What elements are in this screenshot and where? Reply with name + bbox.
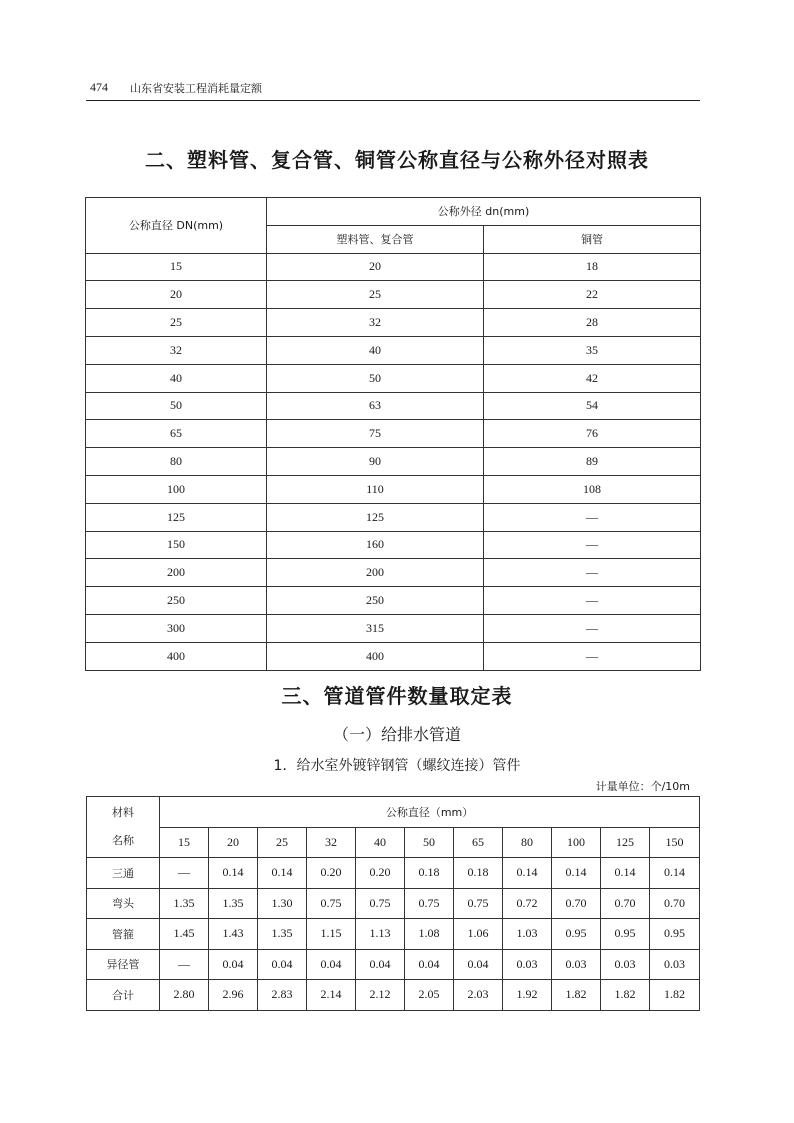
diameter-comparison-table xyxy=(85,197,701,671)
copper-dn-cell: 22 xyxy=(484,281,701,309)
table-row xyxy=(86,448,701,476)
copper-dn-cell: 42 xyxy=(484,364,701,392)
quantity-cell: 0.70 xyxy=(601,888,650,919)
diameter-header-cell: 50 xyxy=(405,827,454,858)
quantity-cell: 0.95 xyxy=(552,919,601,950)
quantity-cell: 1.08 xyxy=(405,919,454,950)
plastic-dn-cell: 20 xyxy=(267,253,484,281)
quantity-cell: 2.12 xyxy=(356,980,405,1011)
diameter-header-row xyxy=(87,827,700,858)
quantity-cell: 2.83 xyxy=(258,980,307,1011)
table-row xyxy=(86,503,701,531)
section2-title: 二、塑料管、复合管、铜管公称直径与公称外径对照表 xyxy=(145,148,649,172)
plastic-dn-cell: 250 xyxy=(267,587,484,615)
quantity-cell: 1.35 xyxy=(160,888,209,919)
quantity-cell: 0.04 xyxy=(356,949,405,980)
quantity-cell: 2.03 xyxy=(454,980,503,1011)
dn-cell: 40 xyxy=(86,364,267,392)
quantity-cell: 1.15 xyxy=(307,919,356,950)
diameter-header-cell: 20 xyxy=(209,827,258,858)
quantity-cell: 0.04 xyxy=(209,949,258,980)
table-row xyxy=(86,559,701,587)
fittings-quantity-table xyxy=(86,796,700,1011)
copper-dn-cell: 28 xyxy=(484,309,701,337)
section3-title: 三、管道管件数量取定表 xyxy=(281,684,513,708)
quantity-cell: 1.35 xyxy=(209,888,258,919)
quantity-cell: 0.20 xyxy=(356,858,405,889)
diameter-header-cell: 125 xyxy=(601,827,650,858)
quantity-cell: 0.95 xyxy=(601,919,650,950)
quantity-cell: 0.14 xyxy=(552,858,601,889)
quantity-cell: 0.14 xyxy=(650,858,700,889)
plastic-dn-cell: 160 xyxy=(267,531,484,559)
plastic-dn-cell: 125 xyxy=(267,503,484,531)
table-row xyxy=(86,309,701,337)
diameter-header-cell: 65 xyxy=(454,827,503,858)
quantity-cell: 0.70 xyxy=(650,888,700,919)
quantity-cell: 0.04 xyxy=(307,949,356,980)
fitting-name-cell: 弯头 xyxy=(87,888,160,919)
quantity-cell: 0.14 xyxy=(601,858,650,889)
diameter-header-cell: 15 xyxy=(160,827,209,858)
copper-dn-cell: — xyxy=(484,614,701,642)
table-row xyxy=(87,949,700,980)
unit-label: 计量单位：个/10m xyxy=(595,780,690,793)
diameter-header-cell: 25 xyxy=(258,827,307,858)
diameter-header-cell: 40 xyxy=(356,827,405,858)
quantity-cell: 0.14 xyxy=(258,858,307,889)
quantity-cell: 2.05 xyxy=(405,980,454,1011)
quantity-cell: 0.75 xyxy=(307,888,356,919)
table-row xyxy=(86,392,701,420)
quantity-cell: 1.30 xyxy=(258,888,307,919)
copper-dn-cell: 76 xyxy=(484,420,701,448)
dn-cell: 100 xyxy=(86,475,267,503)
fitting-name-cell: 异径管 xyxy=(87,949,160,980)
dn-cell: 50 xyxy=(86,392,267,420)
header-nominal-diameter: 公称直径（mm） xyxy=(160,797,700,828)
dn-cell: 65 xyxy=(86,420,267,448)
subsection-title: （一）给排水管道 xyxy=(332,725,461,744)
quantity-cell: 2.96 xyxy=(209,980,258,1011)
quantity-cell: 0.18 xyxy=(405,858,454,889)
header-nominal-diameter: 公称直径 DN(mm) xyxy=(86,198,267,254)
quantity-cell: 1.82 xyxy=(650,980,700,1011)
quantity-cell: 1.13 xyxy=(356,919,405,950)
page-number: 474 xyxy=(90,80,108,94)
copper-dn-cell: — xyxy=(484,587,701,615)
copper-dn-cell: — xyxy=(484,559,701,587)
quantity-cell: 1.82 xyxy=(552,980,601,1011)
dn-cell: 15 xyxy=(86,253,267,281)
plastic-dn-cell: 40 xyxy=(267,336,484,364)
quantity-cell: 0.03 xyxy=(552,949,601,980)
diameter-header-cell: 100 xyxy=(552,827,601,858)
dn-cell: 80 xyxy=(86,448,267,476)
table-row xyxy=(86,614,701,642)
quantity-cell: — xyxy=(160,858,209,889)
plastic-dn-cell: 200 xyxy=(267,559,484,587)
fitting-name-cell: 合计 xyxy=(87,980,160,1011)
quantity-cell: 0.14 xyxy=(209,858,258,889)
quantity-cell: 1.82 xyxy=(601,980,650,1011)
table-row xyxy=(86,587,701,615)
header-outer-diameter: 公称外径 dn(mm) xyxy=(267,198,701,226)
quantity-cell: 0.14 xyxy=(503,858,552,889)
table-row xyxy=(87,980,700,1011)
table-row xyxy=(86,281,701,309)
plastic-dn-cell: 400 xyxy=(267,642,484,670)
plastic-dn-cell: 32 xyxy=(267,309,484,337)
quantity-cell: 1.06 xyxy=(454,919,503,950)
copper-dn-cell: 35 xyxy=(484,336,701,364)
dn-cell: 125 xyxy=(86,503,267,531)
plastic-dn-cell: 25 xyxy=(267,281,484,309)
table-header-row xyxy=(86,198,701,226)
table-header-row xyxy=(87,797,700,828)
dn-cell: 25 xyxy=(86,309,267,337)
quantity-cell: 0.04 xyxy=(258,949,307,980)
dn-cell: 300 xyxy=(86,614,267,642)
quantity-cell: 0.75 xyxy=(405,888,454,919)
quantity-cell: 0.18 xyxy=(454,858,503,889)
dn-cell: 200 xyxy=(86,559,267,587)
quantity-cell: 0.75 xyxy=(356,888,405,919)
copper-dn-cell: 89 xyxy=(484,448,701,476)
copper-dn-cell: — xyxy=(484,531,701,559)
table-row xyxy=(86,531,701,559)
copper-dn-cell: — xyxy=(484,642,701,670)
plastic-dn-cell: 110 xyxy=(267,475,484,503)
quantity-cell: 1.45 xyxy=(160,919,209,950)
table-row xyxy=(86,253,701,281)
diameter-header-cell: 80 xyxy=(503,827,552,858)
dn-cell: 250 xyxy=(86,587,267,615)
quantity-cell: 0.75 xyxy=(454,888,503,919)
table-row xyxy=(86,642,701,670)
plastic-dn-cell: 75 xyxy=(267,420,484,448)
header-material-name xyxy=(87,797,160,858)
dn-cell: 32 xyxy=(86,336,267,364)
diameter-header-cell: 150 xyxy=(650,827,700,858)
quantity-cell: 0.03 xyxy=(601,949,650,980)
quantity-cell: 1.35 xyxy=(258,919,307,950)
quantity-cell: 2.14 xyxy=(307,980,356,1011)
copper-dn-cell: — xyxy=(484,503,701,531)
table-row xyxy=(86,336,701,364)
plastic-dn-cell: 50 xyxy=(267,364,484,392)
table-row xyxy=(86,364,701,392)
quantity-cell: 0.04 xyxy=(454,949,503,980)
copper-dn-cell: 54 xyxy=(484,392,701,420)
quantity-cell: 0.03 xyxy=(503,949,552,980)
table-title: 1．给水室外镀锌钢管（螺纹连接）管件 xyxy=(273,758,521,774)
quantity-cell: 0.95 xyxy=(650,919,700,950)
fitting-name-cell: 三通 xyxy=(87,858,160,889)
quantity-cell: — xyxy=(160,949,209,980)
quantity-cell: 1.43 xyxy=(209,919,258,950)
copper-dn-cell: 108 xyxy=(484,475,701,503)
plastic-dn-cell: 63 xyxy=(267,392,484,420)
quantity-cell: 0.72 xyxy=(503,888,552,919)
header-material-line2: 名称 xyxy=(112,834,134,847)
quantity-cell: 0.20 xyxy=(307,858,356,889)
header-material-line1: 材料 xyxy=(112,806,134,819)
table-row xyxy=(87,858,700,889)
quantity-cell: 0.03 xyxy=(650,949,700,980)
table-row xyxy=(87,919,700,950)
table-row xyxy=(87,888,700,919)
header-copper: 铜管 xyxy=(484,225,701,253)
plastic-dn-cell: 315 xyxy=(267,614,484,642)
header-plastic-composite: 塑料管、复合管 xyxy=(267,225,484,253)
quantity-cell: 1.03 xyxy=(503,919,552,950)
page-header xyxy=(86,76,700,101)
quantity-cell: 0.70 xyxy=(552,888,601,919)
quantity-cell: 1.92 xyxy=(503,980,552,1011)
diameter-header-cell: 32 xyxy=(307,827,356,858)
book-title: 山东省安装工程消耗量定额 xyxy=(130,82,262,95)
dn-cell: 150 xyxy=(86,531,267,559)
table-row xyxy=(86,475,701,503)
plastic-dn-cell: 90 xyxy=(267,448,484,476)
copper-dn-cell: 18 xyxy=(484,253,701,281)
table-row xyxy=(86,420,701,448)
quantity-cell: 2.80 xyxy=(160,980,209,1011)
fitting-name-cell: 管箍 xyxy=(87,919,160,950)
dn-cell: 20 xyxy=(86,281,267,309)
dn-cell: 400 xyxy=(86,642,267,670)
quantity-cell: 0.04 xyxy=(405,949,454,980)
